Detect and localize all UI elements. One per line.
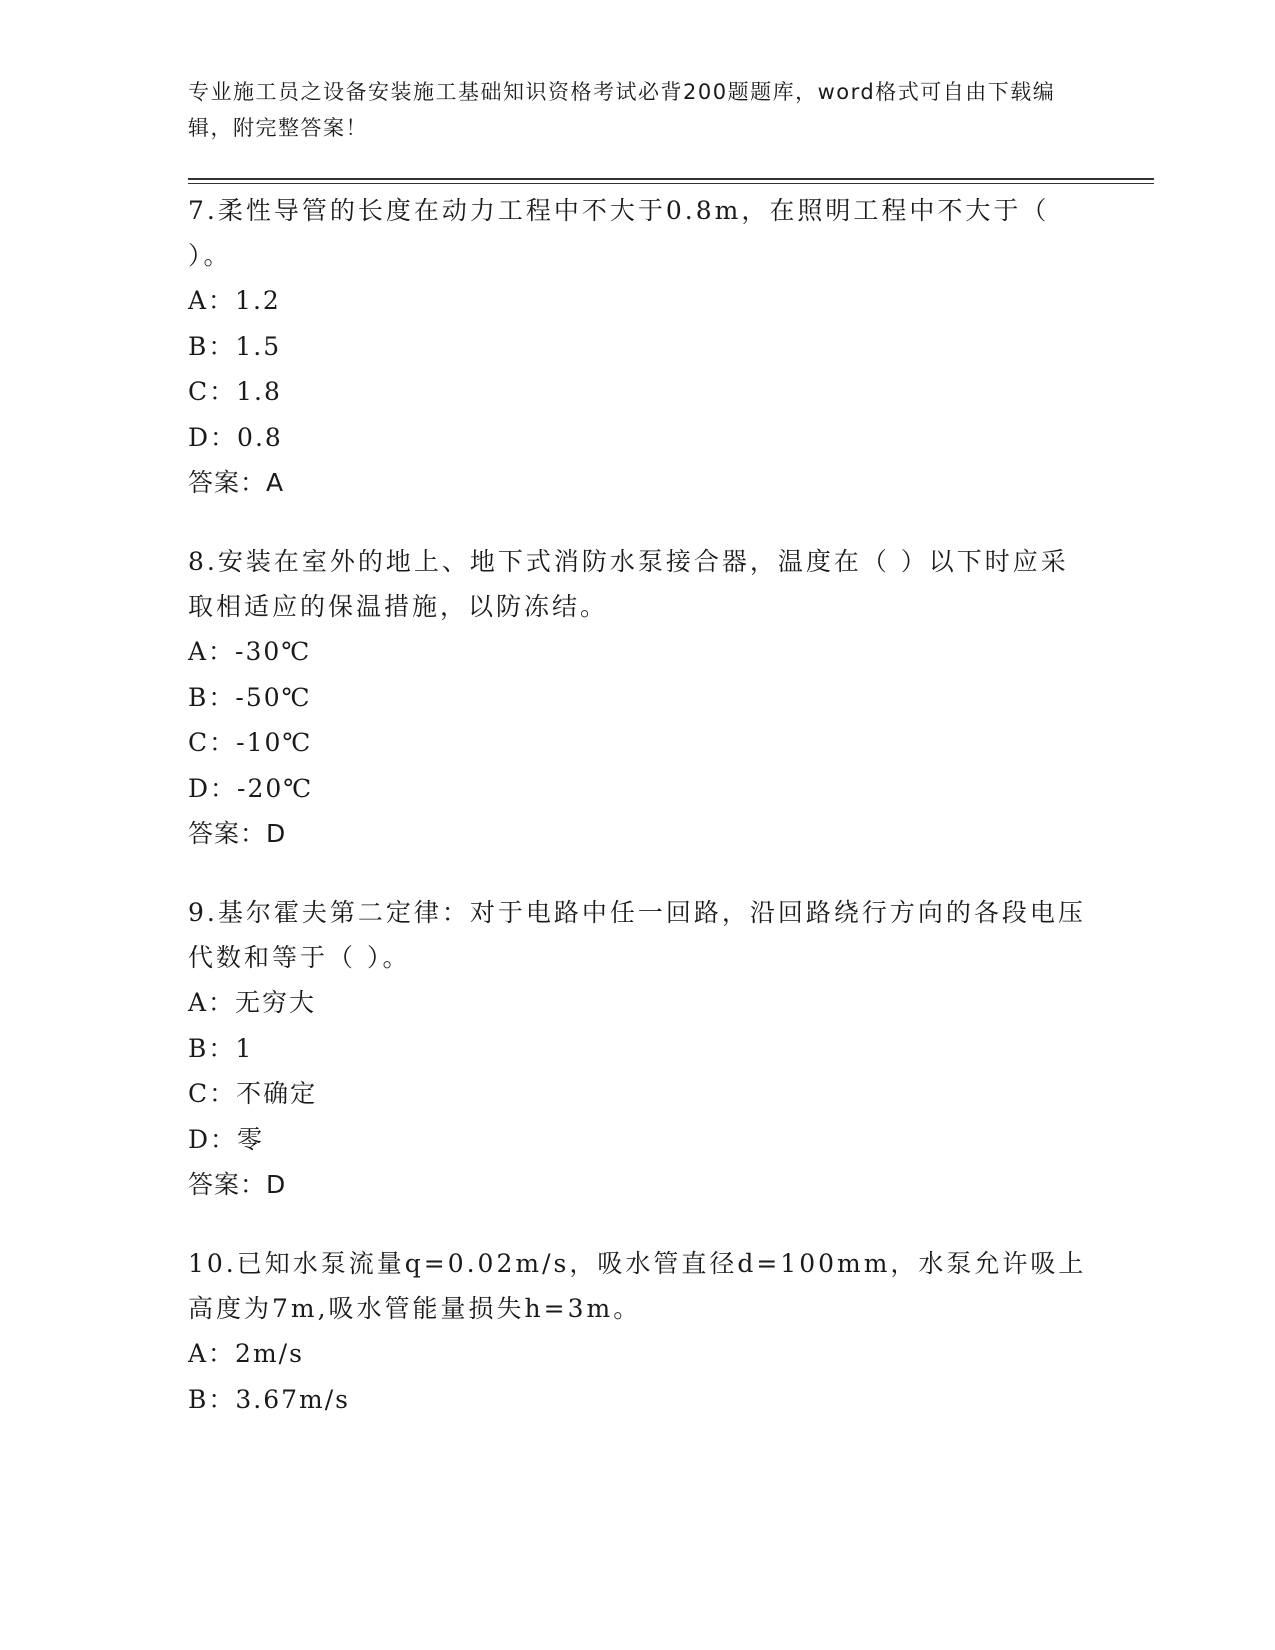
answer-line: 答案：D — [188, 819, 287, 848]
question-10 — [188, 1241, 1088, 1422]
option-d: D：-20℃ — [188, 773, 314, 803]
question-text: 8.安装在室外的地上、地下式消防水泵接合器，温度在（ ）以下时应采取相适应的保温措施，以防冻结。 — [188, 547, 1069, 621]
answer-line: 答案：D — [188, 1170, 287, 1199]
question-9 — [188, 890, 1088, 1207]
header-divider-thick — [188, 178, 1154, 180]
question-text: 9.基尔霍夫第二定律：对于电路中任一回路，沿回路绕行方向的各段电压代数和等于（ ）。 — [188, 898, 1086, 972]
option-a: A：-30℃ — [188, 637, 312, 666]
option-b: B：1 — [188, 1033, 254, 1063]
option-b: B：1.5 — [188, 331, 282, 361]
option-b: B：-50℃ — [188, 682, 312, 712]
answer-line: 答案：A — [188, 468, 285, 497]
document-header: 专业施工员之设备安装施工基础知识资格考试必背200题题库，word格式可自由下载编辑，附完整答案！ — [188, 80, 1056, 140]
option-c: C：不确定 — [188, 1079, 318, 1108]
option-a: A：无穷大 — [188, 988, 317, 1017]
option-a: A：1.2 — [188, 286, 281, 315]
question-list — [188, 188, 1088, 1456]
option-a: A：2m/s — [188, 1339, 304, 1368]
option-d: D：0.8 — [188, 422, 283, 452]
question-text: 10.已知水泵流量q=0.02m/s，吸水管直径d=100mm，水泵允许吸上高度为7m,吸水管能量损失h=3m。 — [188, 1249, 1087, 1323]
option-b: B：3.67m/s — [188, 1384, 350, 1414]
question-7 — [188, 188, 1088, 505]
option-d: D：零 — [188, 1124, 265, 1154]
header-divider-thin — [188, 183, 1154, 184]
question-text: 7.柔性导管的长度在动力工程中不大于0.8m，在照明工程中不大于（ ）。 — [188, 196, 1050, 270]
option-c: C：-10℃ — [188, 728, 313, 757]
question-8 — [188, 539, 1088, 856]
option-c: C：1.8 — [188, 377, 282, 406]
